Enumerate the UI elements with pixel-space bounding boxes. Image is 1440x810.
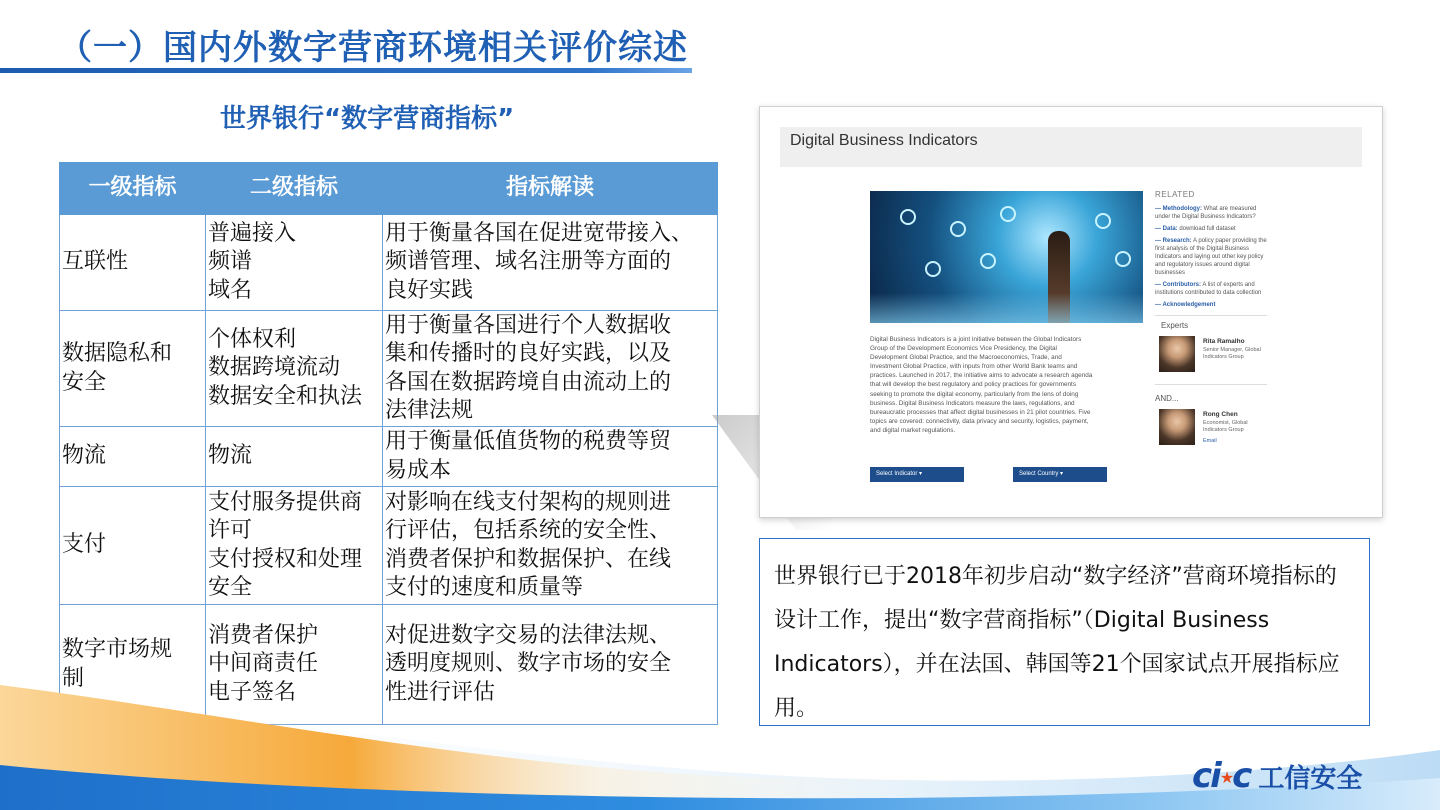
expert-photo bbox=[1159, 409, 1195, 445]
table-row bbox=[60, 311, 718, 427]
cell-text: 对影响在线支付架构的规则进 bbox=[385, 489, 672, 515]
related-link-label: — Research: bbox=[1155, 238, 1192, 244]
cell-text: 数据隐私和 bbox=[62, 341, 173, 366]
related-link[interactable] bbox=[1155, 205, 1267, 221]
cell-text: 各国在数据跨境自由流动上的 bbox=[385, 369, 672, 395]
cell-text: 支付 bbox=[62, 532, 107, 558]
world-bank-page-screenshot bbox=[759, 106, 1383, 518]
cell-text: 域名 bbox=[208, 277, 253, 303]
expert-card bbox=[1155, 336, 1267, 376]
description-cell bbox=[383, 311, 718, 427]
expert-role: Economist, Global Indicators Group bbox=[1203, 420, 1248, 433]
cell-text: 对促进数字交易的法律法规、 bbox=[385, 622, 672, 648]
select-indicator-label: Select Indicator bbox=[876, 471, 918, 477]
table-header-row bbox=[60, 163, 718, 215]
expert-role: Senior Manager, Global Indicators Group bbox=[1203, 347, 1261, 360]
body-text-line: seeking to promote the digital economy, particularly from the lens of doing bbox=[870, 390, 1079, 398]
cell-text: 用于衡量各国在促进宽带接入、 bbox=[385, 220, 694, 246]
select-country-dropdown[interactable]: Select Country ▾ bbox=[1013, 467, 1107, 482]
related-link[interactable] bbox=[1155, 225, 1267, 233]
cell-text: 支付服务提供商 bbox=[208, 489, 363, 515]
description-cell bbox=[383, 427, 718, 487]
cell-text: 法律法规 bbox=[385, 398, 474, 423]
related-link-text: download full dataset bbox=[1179, 226, 1236, 232]
related-link-label: — Contributors: bbox=[1155, 282, 1201, 288]
related-link[interactable] bbox=[1155, 301, 1267, 309]
cell-text: 集和传播时的良好实践，以及 bbox=[385, 341, 672, 366]
divider bbox=[1155, 315, 1267, 316]
expert-name: Rita Ramalho bbox=[1203, 338, 1245, 345]
level1-cell bbox=[60, 215, 206, 311]
table-row bbox=[60, 215, 718, 311]
related-sidebar bbox=[1155, 191, 1267, 457]
cell-text: 电子签名 bbox=[208, 679, 297, 705]
related-link-text: A list of experts and institutions contributed to data collection bbox=[1155, 282, 1262, 296]
description-cell bbox=[383, 487, 718, 605]
email-link[interactable]: Email bbox=[1203, 438, 1217, 444]
body-text-line: practices. Launched in 2017, the initiative aims to advocate a research agenda bbox=[870, 372, 1093, 380]
logo-mark-right: c bbox=[1232, 756, 1251, 796]
body-text-line: Group of the Development Economics Vice Presidency, the Digital bbox=[870, 345, 1057, 353]
body-text-line: that will develop the best regulatory and policy practices for governments bbox=[870, 381, 1077, 389]
cell-text: 许可 bbox=[208, 518, 253, 543]
cell-text: 个体权利 bbox=[208, 326, 297, 352]
related-link[interactable] bbox=[1155, 237, 1267, 277]
cell-text: 消费者保护 bbox=[208, 622, 319, 648]
cell-text: 消费者保护和数据保护、在线 bbox=[385, 546, 672, 572]
level1-cell bbox=[60, 487, 206, 605]
related-link-label: — Acknowledgement bbox=[1155, 302, 1216, 308]
network-node-icon bbox=[1115, 251, 1131, 267]
network-node-icon bbox=[1095, 213, 1111, 229]
cell-text: 透明度规则、数字市场的安全 bbox=[385, 651, 672, 677]
cell-text: 良好实践 bbox=[385, 277, 474, 303]
slide-title: （一）国内外数字营商环境相关评价综述 bbox=[58, 28, 688, 68]
cell-text: 物流 bbox=[62, 443, 107, 469]
summary-text: 世界银行已于2018年初步启动“数字经济”营商环境指标的设计工作，提出“数字营商指标”（Digital Business Indicators），并在法国、韩国等21个国家试点开展指标应用。 bbox=[774, 564, 1340, 721]
cell-text: 频谱 bbox=[208, 249, 253, 275]
body-text-line: topics are covered: connectivity, data privacy and security, logistics, payment, bbox=[870, 417, 1089, 425]
related-link-text: What are measured under the Digital Business Indicators? bbox=[1155, 206, 1257, 220]
hero-floor bbox=[870, 293, 1143, 323]
table-row bbox=[60, 487, 718, 605]
cell-text: 支付的速度和质量等 bbox=[385, 575, 584, 600]
table-title: 世界银行“数字营商指标” bbox=[220, 104, 515, 134]
cell-text: 支付授权和处理 bbox=[208, 546, 363, 572]
cell-text: 用于衡量低值货物的税费等贸 bbox=[385, 429, 672, 454]
cell-text: 制 bbox=[62, 665, 85, 691]
cell-text: 中间商责任 bbox=[208, 651, 319, 677]
divider bbox=[1155, 384, 1267, 385]
cell-text: 安全 bbox=[208, 575, 253, 600]
cell-text: 数字市场规 bbox=[62, 637, 173, 662]
network-node-icon bbox=[980, 253, 996, 269]
experts-title: Experts bbox=[1161, 321, 1189, 330]
header-level2: 二级指标 bbox=[206, 163, 383, 215]
cic-logo bbox=[1192, 756, 1362, 796]
logo-mark-star-icon: ★ bbox=[1219, 768, 1233, 787]
cell-text: 普遍接入 bbox=[208, 220, 297, 246]
network-node-icon bbox=[900, 209, 916, 225]
cell-text: 安全 bbox=[62, 369, 107, 395]
expert-photo bbox=[1159, 336, 1195, 372]
network-node-icon bbox=[950, 221, 966, 237]
body-text-line: Investment Global Practice, with inputs from other World Bank teams and bbox=[870, 363, 1078, 371]
cell-text: 频谱管理、域名注册等方面的 bbox=[385, 249, 672, 275]
network-node-icon bbox=[925, 261, 941, 277]
logo-mark-left: ci bbox=[1192, 756, 1220, 796]
header-description: 指标解读 bbox=[383, 163, 718, 215]
cell-text: 物流 bbox=[208, 443, 253, 469]
network-node-icon bbox=[1000, 206, 1016, 222]
body-text-line: Digital Business Indicators is a joint initiative between the Global Indicators bbox=[870, 336, 1082, 343]
logo-text: 工信安全 bbox=[1258, 763, 1363, 794]
level1-cell bbox=[60, 311, 206, 427]
description-cell bbox=[383, 215, 718, 311]
level2-cell bbox=[206, 487, 383, 605]
level1-cell bbox=[60, 427, 206, 487]
expert-card bbox=[1155, 409, 1267, 449]
related-link-label: — Data: bbox=[1155, 226, 1178, 232]
body-text-line: business. Digital Business Indicators measure the laws, regulations, and bbox=[870, 399, 1075, 407]
title-underline bbox=[0, 68, 692, 73]
related-link-text: A policy paper providing the first analysis of the Digital Business Indicators and laying out other key policy and regulatory issues around digital businesses bbox=[1155, 238, 1267, 276]
table-row bbox=[60, 427, 718, 487]
cell-text: 数据安全和执法 bbox=[208, 383, 363, 409]
level2-cell bbox=[206, 311, 383, 427]
related-link-label: — Methodology: bbox=[1155, 206, 1202, 212]
screenshot-page-title: Digital Business Indicators bbox=[780, 127, 1362, 167]
cell-text: 易成本 bbox=[385, 457, 452, 483]
cell-text: 行评估，包括系统的安全性、 bbox=[385, 518, 672, 543]
header-level1: 一级指标 bbox=[60, 163, 206, 215]
body-text-line: Development Global Practice, and the Macroeconomics, Trade, and bbox=[870, 354, 1062, 362]
screenshot-body-text bbox=[870, 335, 1142, 435]
cic-logo-mark bbox=[1192, 756, 1250, 796]
cell-text: 数据跨境流动 bbox=[208, 355, 341, 381]
and-label: AND... bbox=[1155, 394, 1179, 403]
level2-cell bbox=[206, 427, 383, 487]
cell-text: 互联性 bbox=[62, 249, 129, 275]
related-list bbox=[1155, 205, 1267, 309]
body-text-line: bureaucratic processes that affect digital businesses in 21 pilot countries. Five bbox=[870, 408, 1091, 416]
related-title: RELATED bbox=[1155, 190, 1195, 199]
cell-text: 用于衡量各国进行个人数据收 bbox=[385, 312, 672, 338]
hero-image bbox=[870, 191, 1143, 323]
cell-text: 性进行评估 bbox=[385, 679, 496, 705]
expert-name: Rong Chen bbox=[1203, 411, 1238, 418]
select-indicator-dropdown[interactable]: Select Indicator ▾ bbox=[870, 467, 964, 482]
related-link[interactable] bbox=[1155, 281, 1267, 297]
select-country-label: Select Country bbox=[1019, 471, 1059, 477]
level2-cell bbox=[206, 215, 383, 311]
body-text-line: and digital market regulations. bbox=[870, 426, 956, 434]
